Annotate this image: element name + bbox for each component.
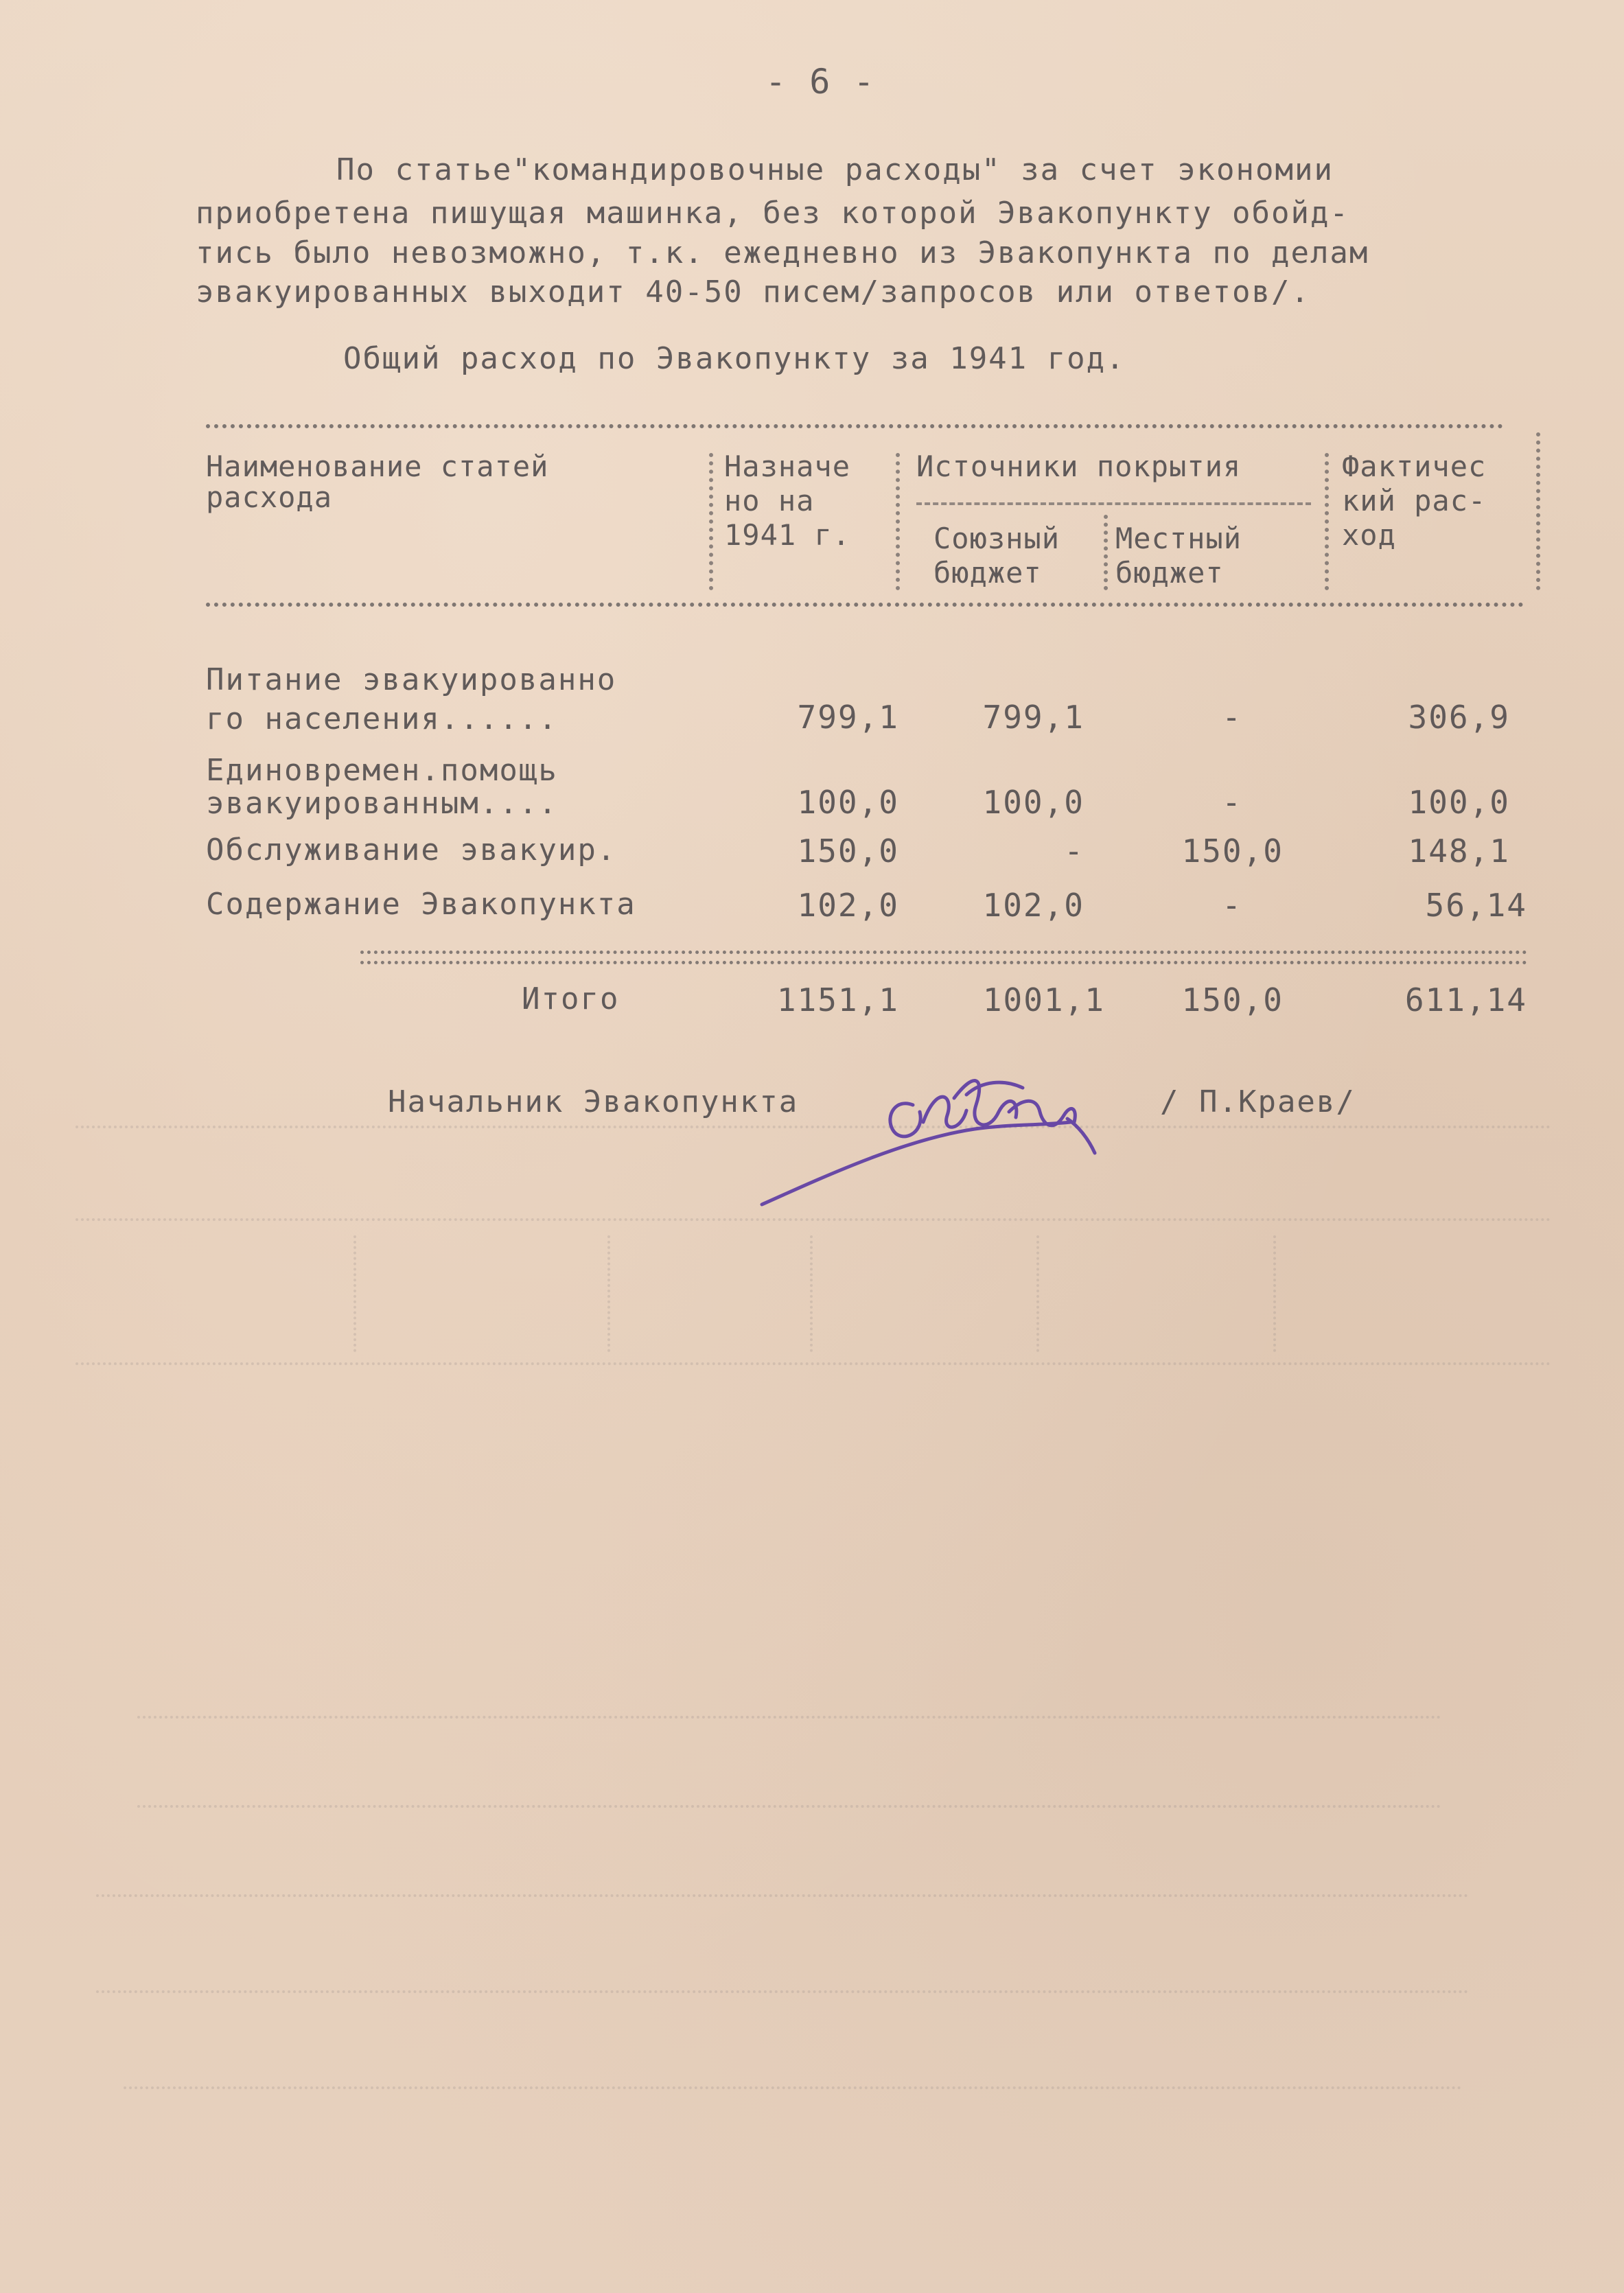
row-name: эвакуированным....	[206, 786, 558, 821]
header-actual-2: кий рас-	[1342, 484, 1487, 517]
row-local: 150,0	[1181, 833, 1284, 870]
row-union: -	[1064, 833, 1084, 870]
total-label: Итого	[522, 981, 620, 1016]
row-planned: 102,0	[797, 887, 899, 924]
table-caption: Общий расход по Эвакопункту за 1941 год.	[343, 341, 1126, 376]
row-union: 799,1	[982, 699, 1084, 736]
total-planned: 1151,1	[776, 981, 899, 1019]
column-separator	[896, 453, 900, 590]
handwritten-signature	[748, 1057, 1133, 1215]
total-rule	[360, 961, 1527, 964]
column-separator	[709, 453, 713, 590]
header-union-1: Союзный	[933, 522, 1060, 555]
table-header-rule	[206, 603, 1524, 607]
paragraph-line: По статье"командировочные расходы" за счет экономии	[336, 152, 1334, 187]
row-union: 102,0	[982, 887, 1084, 924]
header-union-2: бюджет	[933, 556, 1042, 590]
row-local: -	[1222, 784, 1242, 821]
header-planned-3: 1941 г.	[724, 518, 851, 552]
column-separator	[1536, 432, 1540, 590]
header-local-1: Местный	[1115, 522, 1242, 555]
page-number: - 6 -	[765, 62, 876, 102]
row-local: -	[1222, 887, 1242, 924]
header-actual-1: Фактичес	[1342, 450, 1487, 483]
row-name: Единовремен.помощь	[206, 753, 558, 788]
paragraph-line: эвакуированных выходит 40-50 писем/запросов или ответов/.	[196, 275, 1310, 310]
signatory-title: Начальник Эвакопункта	[388, 1084, 799, 1119]
row-planned: 150,0	[797, 833, 899, 870]
total-local: 150,0	[1181, 981, 1284, 1019]
row-actual: 306,9	[1408, 699, 1510, 736]
row-actual: 148,1	[1408, 833, 1510, 870]
paragraph-line: тись было невозможно, т.к. ежедневно из Эвакопункта по делам	[196, 235, 1369, 270]
row-planned: 100,0	[797, 784, 899, 821]
header-name-2: расхода	[206, 480, 333, 514]
row-name: Содержание Эвакопункта	[206, 887, 636, 922]
header-local-2: бюджет	[1115, 556, 1224, 590]
row-union: 100,0	[982, 784, 1084, 821]
row-name: Обслуживание эвакуир.	[206, 833, 617, 868]
signatory-name: / П.Краев/	[1160, 1084, 1356, 1119]
row-local: -	[1222, 699, 1242, 736]
header-planned-1: Назначе	[724, 450, 851, 483]
total-union: 1001,1	[982, 981, 1105, 1019]
header-actual-3: ход	[1342, 518, 1396, 552]
header-sources-rule	[916, 502, 1311, 505]
table-top-rule	[206, 424, 1503, 428]
row-actual: 100,0	[1408, 784, 1510, 821]
column-separator	[1104, 515, 1108, 590]
total-rule	[360, 951, 1527, 954]
total-actual: 611,14	[1404, 981, 1527, 1019]
paragraph-line: приобретена пишущая машинка, без которой Эвакопункту обойд-	[196, 196, 1349, 231]
row-actual: 56,14	[1425, 887, 1527, 924]
row-name: го населения......	[206, 701, 558, 736]
header-sources: Источники покрытия	[916, 450, 1242, 483]
header-name-1: Наименование статей	[206, 450, 549, 483]
header-planned-2: но на	[724, 484, 815, 517]
row-planned: 799,1	[797, 699, 899, 736]
column-separator	[1325, 453, 1329, 590]
row-name: Питание эвакуированно	[206, 662, 617, 697]
